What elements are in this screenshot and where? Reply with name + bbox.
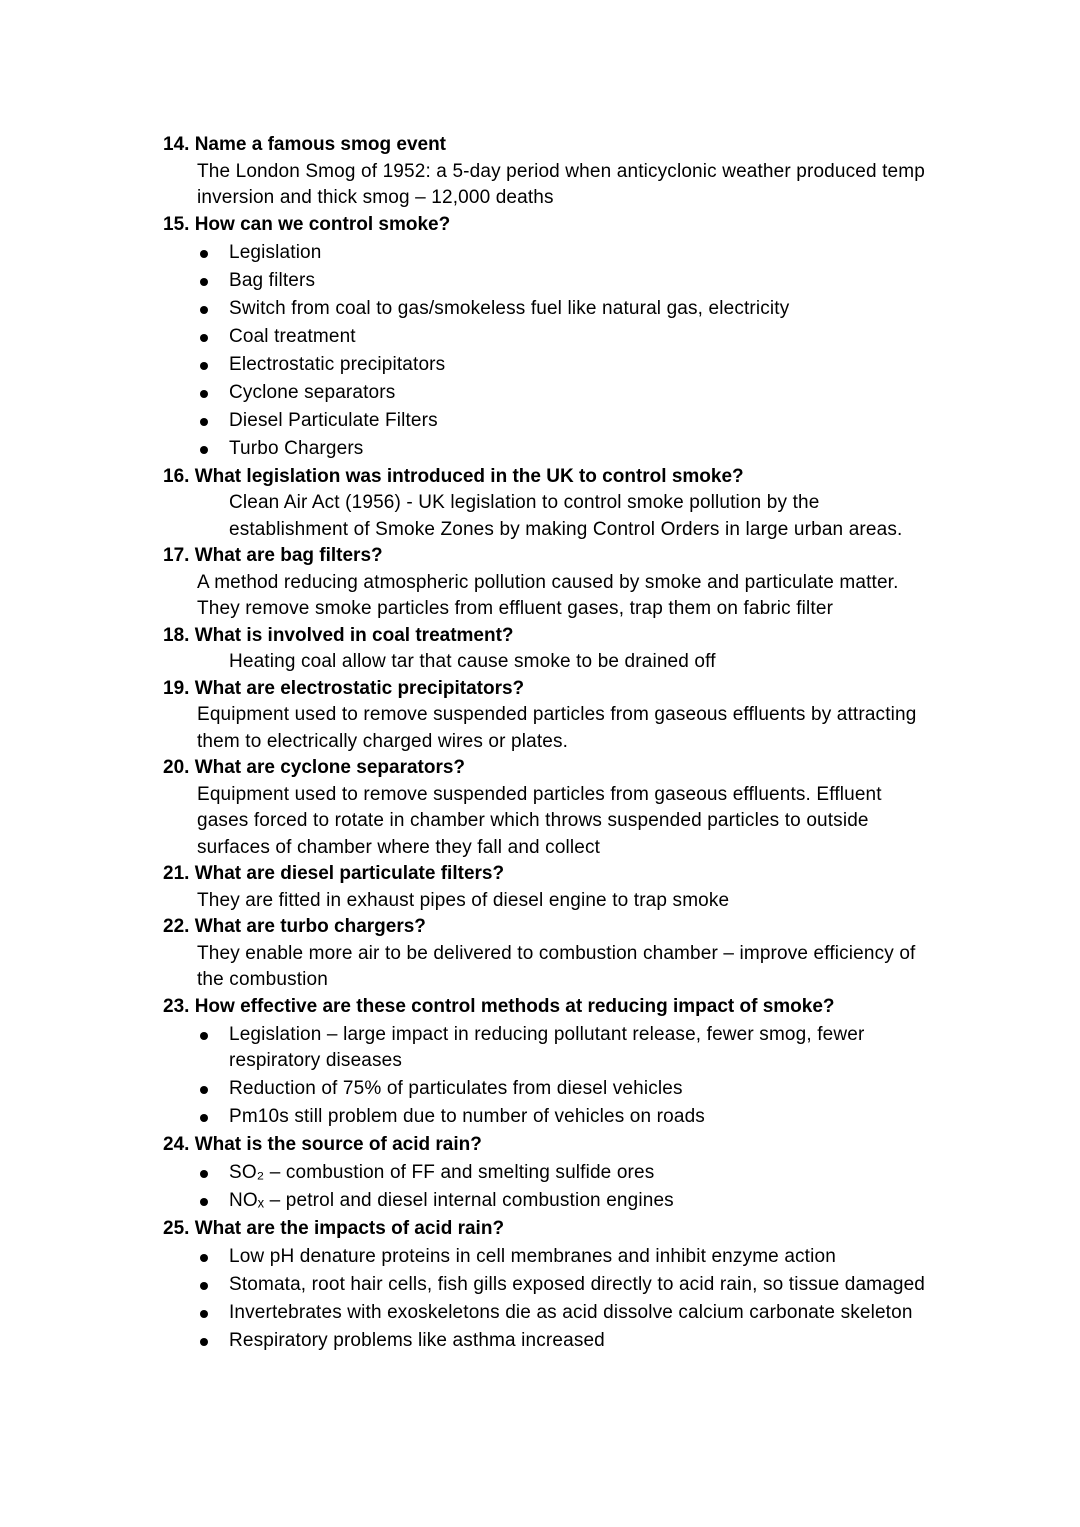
bullet-icon [200,1282,208,1290]
question-heading [163,543,963,570]
question-17 [163,543,963,623]
question-number: 14. [163,134,190,155]
question-heading [163,994,963,1021]
bullet-icon [200,446,208,454]
bullet-item [197,1328,963,1355]
answer-line: Clean Air Act (1956) - UK legislation to control smoke pollution by the [229,492,820,513]
bullet-icon [200,362,208,370]
question-title: What is involved in coal treatment? [194,624,514,646]
question-25 [163,1216,963,1355]
bullet-icon [200,1254,208,1262]
bullet-text: Legislation [229,241,322,263]
bullet-item [197,240,963,267]
bullet-list [163,1160,963,1215]
question-title: How effective are these control methods at reducing impact of smoke? [194,995,835,1017]
bullet-item [197,296,963,323]
question-24 [163,1132,963,1215]
question-16 [163,464,963,544]
bullet-text: Pm10s still problem due to number of vehicles on roads [229,1106,705,1127]
answer-line: Heating coal allow tar that cause smoke to be drained off [229,651,716,672]
question-number: 21. [163,863,190,884]
question-number: 17. [163,545,190,566]
question-title: What legislation was introduced in the UK to control smoke? [194,465,744,487]
bullet-text: Legislation – large impact in reducing pollutant release, fewer smog, fewer respiratory diseases [229,1023,865,1071]
question-14 [163,132,963,212]
bullet-text: Stomata, root hair cells, fish gills exposed directly to acid rain, so tissue damaged [229,1274,926,1295]
answer-line: them to electrically charged wires or plates. [197,730,569,752]
answer-line: inversion and thick smog – 12,000 deaths [197,187,554,208]
question-heading [163,1216,963,1243]
bullet-text: Respiratory problems like asthma increased [229,1330,605,1351]
question-heading [163,623,963,650]
question-title: Name a famous smog event [194,134,447,155]
bullet-icon [200,1086,208,1094]
question-15 [163,212,963,463]
bullet-item [197,1076,963,1103]
bullet-text: NOₓ – petrol and diesel internal combustion engines [229,1190,674,1211]
bullet-text: Low pH denature proteins in cell membranes and inhibit enzyme action [229,1246,836,1267]
question-title: What are bag filters? [194,545,383,566]
question-number: 19. [163,677,190,699]
answer-line: They are fitted in exhaust pipes of diesel engine to trap smoke [197,889,730,911]
question-22 [163,914,963,994]
question-title: What is the source of acid rain? [194,1134,482,1155]
question-number: 23. [163,995,190,1017]
bullet-icon [200,418,208,426]
question-21 [163,861,963,914]
question-number: 20. [163,757,190,778]
bullet-item [197,1244,963,1271]
question-title: What are turbo chargers? [194,916,426,937]
question-heading [163,212,963,239]
question-title: What are cyclone separators? [194,757,466,778]
question-title: What are electrostatic precipitators? [194,677,525,699]
bullet-text: Switch from coal to gas/smokeless fuel like natural gas, electricity [229,297,790,319]
question-heading [163,676,963,703]
question-heading [163,755,963,782]
bullet-text: SO₂ – combustion of FF and smelting sulfide ores [229,1162,655,1183]
bullet-text: Diesel Particulate Filters [229,409,438,431]
bullet-item [197,1188,963,1215]
bullet-item [197,1022,889,1075]
answer-line: They remove smoke particles from effluent gases, trap them on fabric filter [197,598,834,619]
bullet-item [197,408,963,435]
bullet-text: Bag filters [229,269,316,291]
question-heading [163,1132,963,1159]
bullet-icon [200,1170,208,1178]
question-18 [163,623,963,676]
question-20 [163,755,963,861]
bullet-text: Coal treatment [229,325,356,347]
question-number: 22. [163,916,190,937]
bullet-icon [200,1198,208,1206]
question-heading [163,464,963,491]
bullet-item [197,324,963,351]
bullet-icon [200,250,208,258]
bullet-list [163,1022,963,1131]
bullet-text: Reduction of 75% of particulates from diesel vehicles [229,1078,683,1099]
bullet-list [163,240,963,463]
bullet-text: Invertebrates with exoskeletons die as acid dissolve calcium carbonate skeleton [229,1302,913,1323]
answer-line: gases forced to rotate in chamber which throws suspended particles to outside [197,810,869,831]
bullet-list [163,1244,963,1355]
bullet-item [197,352,963,379]
answer-line: The London Smog of 1952: a 5-day period when anticyclonic weather produced temp [197,160,925,182]
answer-line: surfaces of chamber where they fall and collect [197,836,601,858]
question-number: 24. [163,1134,190,1155]
notes-content [163,132,963,1356]
bullet-icon [200,390,208,398]
bullet-icon [200,1338,208,1346]
bullet-item [197,1300,963,1327]
bullet-icon [200,1114,208,1122]
question-title: How can we control smoke? [194,213,451,235]
bullet-item [197,268,963,295]
bullet-text: Turbo Chargers [229,437,364,459]
bullet-item [197,1272,963,1299]
bullet-icon [200,1032,208,1040]
question-heading [163,861,963,888]
question-number: 15. [163,213,190,235]
question-23 [163,994,963,1131]
bullet-icon [200,1310,208,1318]
question-title: What are diesel particulate filters? [194,863,505,884]
bullet-text: Electrostatic precipitators [229,353,446,375]
bullet-item [197,436,963,463]
question-number: 25. [163,1218,190,1239]
bullet-icon [200,278,208,286]
bullet-item [197,1160,963,1187]
answer-line: Equipment used to remove suspended particles from gaseous effluents by attracting [197,704,917,725]
question-number: 18. [163,624,190,646]
question-title: What are the impacts of acid rain? [194,1218,505,1239]
bullet-item [197,1104,963,1131]
answer-line: They enable more air to be delivered to combustion chamber – improve efficiency of [197,942,916,964]
question-19 [163,676,963,756]
bullet-item [197,380,963,407]
bullet-text: Cyclone separators [229,381,396,403]
bullet-icon [200,334,208,342]
bullet-icon [200,306,208,314]
answer-line: establishment of Smoke Zones by making Control Orders in large urban areas. [229,518,903,540]
question-heading [163,914,963,941]
question-number: 16. [163,465,190,487]
answer-line: the combustion [197,969,328,990]
answer-line: A method reducing atmospheric pollution caused by smoke and particulate matter. [197,571,899,593]
answer-line: Equipment used to remove suspended particles from gaseous effluents. Effluent [197,783,882,805]
question-heading [163,132,963,159]
